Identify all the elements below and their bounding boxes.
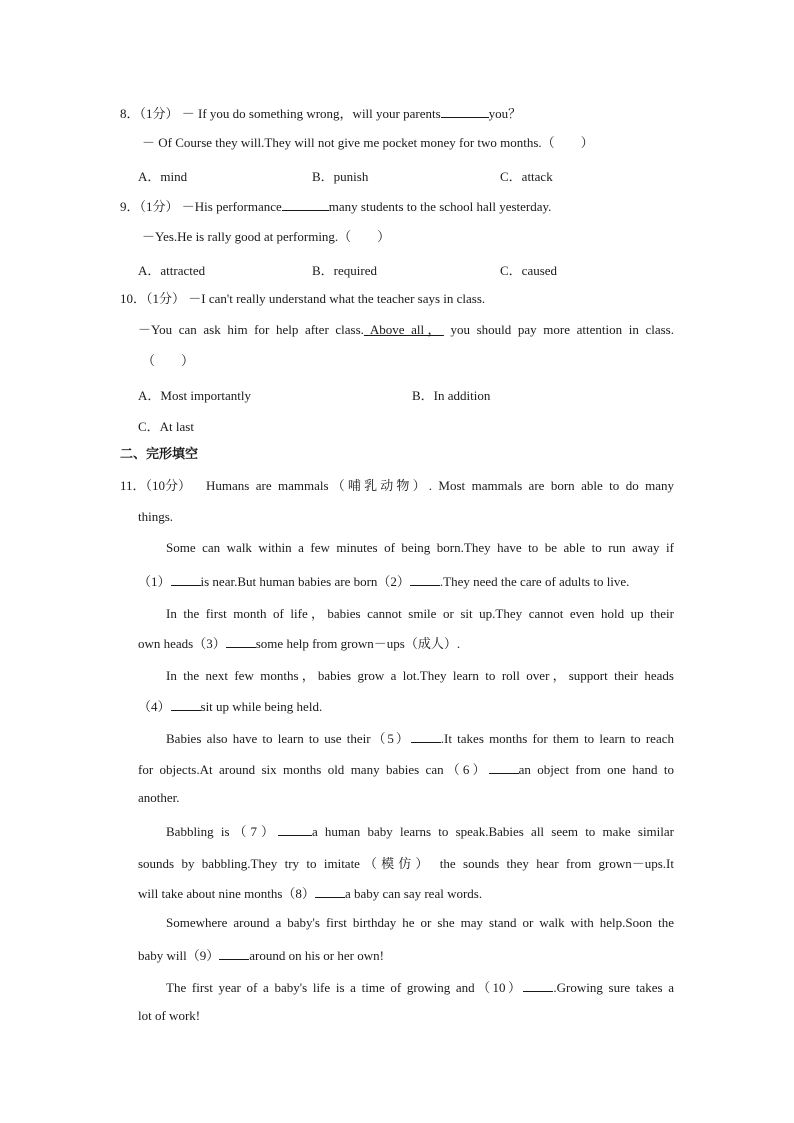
question-10-line-3: （ ） [142,353,195,368]
question-8-line-2: － Of Course they will.They will not give me pocket money for two months.（ ） [142,135,594,150]
question-10-response-start: －You can ask him for help after class. [138,322,364,337]
passage-p6-line-2 [138,946,384,964]
answer-blank-2[interactable] [410,572,440,586]
question-8-option-c[interactable]: C．attack [500,169,553,184]
passage-p4-line-3: another. [138,790,180,805]
passage-text: a baby can say real words. [344,886,483,901]
passage-text: Babbling is（7） [166,824,278,839]
question-8-number: 8．（1分） [120,106,179,121]
passage-text: Babies also have to learn to use their（5） [166,731,411,746]
answer-blank-10[interactable] [523,978,553,992]
blank-number-1: （1） [138,574,171,589]
question-8-option-b[interactable]: B．punish [312,169,369,184]
passage-p3-line-2 [138,697,322,715]
question-9-option-b[interactable]: B．required [312,263,377,278]
passage-p6-line-1: Somewhere around a baby's first birthday he or she may stand or walk with help.Soon the [166,915,674,930]
question-9-option-c[interactable]: C．caused [500,263,558,278]
answer-blank-7[interactable] [278,822,312,836]
answer-blank-9[interactable] [219,946,249,960]
answer-blank-6[interactable] [489,760,519,774]
question-9-number: 9．（1分） [120,199,179,214]
passage-p1-line-2 [138,572,629,590]
passage-text: some help from grown－ups（成人）. [255,636,461,651]
answer-blank-3[interactable] [226,634,256,648]
passage-p3-line-1: In the next few months，babies grow a lot.They learn to roll over，support their heads [166,668,674,683]
section-title: 二、完形填空 [120,447,199,462]
question-10-response-end: you should pay more attention in class. [443,322,674,337]
passage-text: The first year of a baby's life is a time of growing and（10） [166,980,524,995]
question-11-intro-line-2: things. [138,509,174,524]
question-10-prompt: －I can't really understand what the teacher says in class. [188,291,486,306]
passage-p2-line-1: In the first month of life，babies cannot smile or sit up.They cannot even hold up their [166,606,674,621]
answer-blank[interactable] [441,104,489,118]
question-10-option-a[interactable]: A．Most importantly [138,388,252,403]
passage-p4-line-2 [138,759,674,778]
passage-text: will take about nine months（8） [138,886,315,901]
passage-text: is near.But human babies are born（2） [200,574,410,589]
question-9-line-1 [120,197,551,215]
passage-text: .Growing sure takes a [553,980,675,995]
question-9-line-2: －Yes.He is rally good at performing.（ ） [142,229,391,244]
question-11-intro-line-1: Humans are mammals（哺乳动物）. Most mammals are born able to do many [206,478,674,493]
passage-text: around on his or her own! [249,948,384,963]
passage-text: an object from one hand to [518,762,674,777]
question-9-prompt-start: －His performance [181,199,282,214]
answer-blank[interactable] [282,197,329,211]
passage-p2-line-2 [138,634,460,652]
question-10-line-1 [120,291,485,307]
passage-text: for objects.At around six months old many babies can（6） [138,762,489,777]
passage-text: .They need the care of adults to live. [439,574,630,589]
passage-text: .It takes months for them to learn to reach [440,731,674,746]
blank-number-4: （4） [138,699,171,714]
question-9-option-a[interactable]: A．attracted [138,263,206,278]
passage-p7-line-2: lot of work! [138,1008,201,1023]
passage-p7-line-1 [166,977,674,996]
question-8-prompt-end: you？ [488,106,522,121]
question-10-underlined-phrase: Above all， [363,322,444,337]
question-11-number: 11．（10分） [120,478,192,493]
question-8-line-1 [120,104,521,122]
passage-text: baby will（9） [138,948,220,963]
question-9-prompt-end: many students to the school hall yesterday. [328,199,552,214]
answer-blank-8[interactable] [315,884,345,898]
question-10-option-c[interactable]: C．At last [138,419,194,434]
passage-text: sit up while being held. [200,699,323,714]
question-10-number: 10．（1分） [120,291,186,306]
passage-text: own heads（3） [138,636,226,651]
question-8-option-a[interactable]: A．mind [138,169,188,184]
passage-p5-line-3 [138,884,482,902]
answer-blank-1[interactable] [171,572,201,586]
question-8-prompt-start: － If you do something wrong，will your parents [181,106,441,121]
answer-blank-5[interactable] [411,729,441,743]
passage-p5-line-2: sounds by babbling.They try to imitate（模仿） the sounds they hear from grown－ups.It [138,856,674,871]
question-10-option-b[interactable]: B．In addition [412,388,491,403]
passage-p4-line-1 [166,728,674,747]
answer-blank-4[interactable] [171,697,201,711]
question-10-line-2 [138,322,674,338]
passage-p1-line-1: Some can walk within a few minutes of being born.They have to be able to run away if [166,540,674,555]
passage-p5-line-1 [166,821,674,840]
passage-text: a human baby learns to speak.Babies all seem to make similar [311,824,674,839]
